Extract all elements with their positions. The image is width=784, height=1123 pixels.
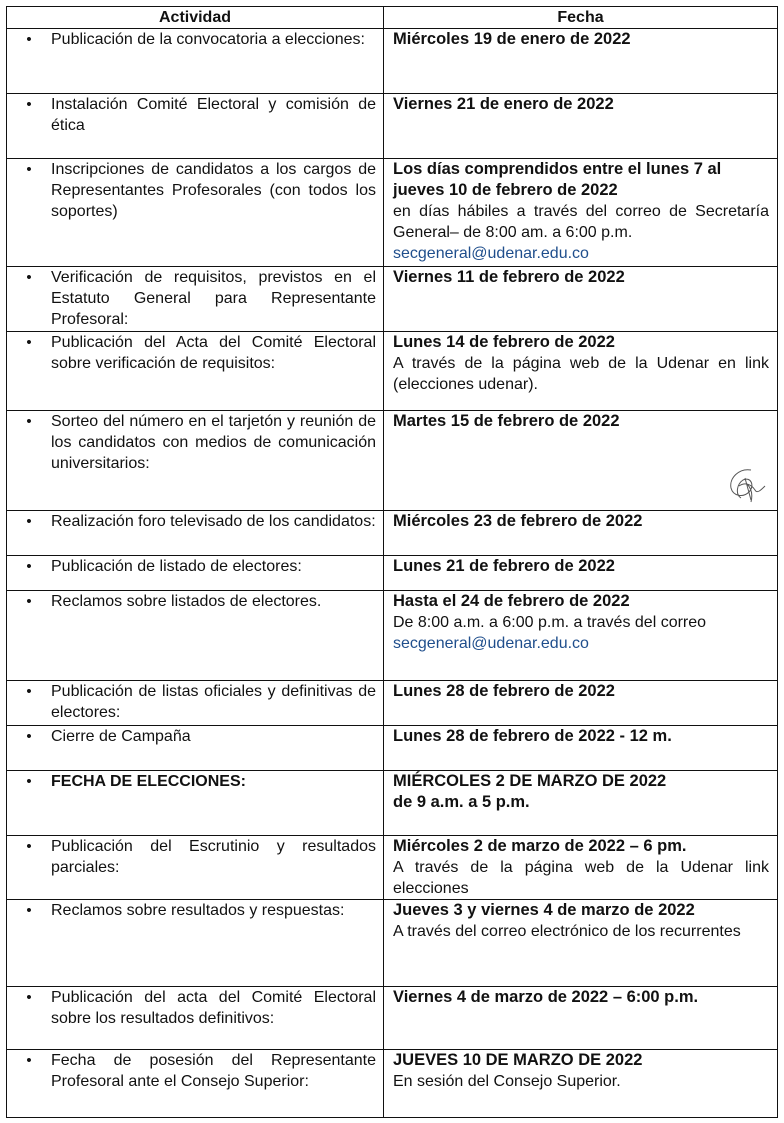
bullet-icon: • <box>26 96 32 113</box>
activity-cell <box>7 591 384 681</box>
table-row <box>7 771 778 836</box>
bullet-icon: • <box>26 513 32 530</box>
date-text: Miércoles 23 de febrero de 2022 <box>393 512 643 530</box>
bullet-icon: • <box>26 902 32 919</box>
date-text: Miércoles 2 de marzo de 2022 – 6 pm. <box>393 837 687 855</box>
table-row <box>7 511 778 556</box>
date-cell <box>384 681 778 726</box>
date-text: Martes 15 de febrero de 2022 <box>393 412 620 430</box>
bullet-icon: • <box>26 558 32 575</box>
activity-text: Reclamos sobre resultados y respuestas: <box>51 902 345 919</box>
activity-cell <box>7 411 384 511</box>
bullet-icon: • <box>26 838 32 855</box>
table-row <box>7 1050 778 1118</box>
date-cell <box>384 556 778 591</box>
table-row <box>7 836 778 900</box>
date-cell <box>384 1050 778 1118</box>
date-cell <box>384 332 778 411</box>
activity-cell <box>7 836 384 900</box>
date-text: Viernes 11 de febrero de 2022 <box>393 268 625 286</box>
activity-text: Publicación del acta del Comité Electoral sobre los resultados definitivos: <box>51 989 376 1027</box>
date-cell <box>384 267 778 332</box>
table-row <box>7 591 778 681</box>
table-row <box>7 900 778 987</box>
activity-cell <box>7 94 384 159</box>
signature-icon <box>721 464 767 504</box>
activity-cell <box>7 29 384 94</box>
activity-cell <box>7 726 384 771</box>
table-row <box>7 556 778 591</box>
activity-text: Sorteo del número en el tarjetón y reunión de los candidatos con medios de comunicación universitarios: <box>51 413 376 472</box>
header-activity: Actividad <box>7 7 384 29</box>
date-time-range: de 9 a.m. a 5 p.m. <box>393 793 530 811</box>
activity-cell <box>7 1050 384 1118</box>
bullet-icon: • <box>26 161 32 178</box>
table-row <box>7 987 778 1050</box>
activity-cell <box>7 681 384 726</box>
table-row <box>7 726 778 771</box>
activity-text: Publicación de la convocatoria a elecciones: <box>51 31 365 48</box>
date-cell <box>384 94 778 159</box>
table-row <box>7 332 778 411</box>
date-text: Viernes 4 de marzo de 2022 – 6:00 p.m. <box>393 988 699 1006</box>
date-cell <box>384 726 778 771</box>
date-cell <box>384 987 778 1050</box>
activity-text: Publicación del Acta del Comité Electoral sobre verificación de requisitos: <box>51 334 376 372</box>
activity-cell <box>7 159 384 267</box>
table-row <box>7 681 778 726</box>
activity-cell <box>7 900 384 987</box>
date-cell <box>384 591 778 681</box>
activity-text: Realización foro televisado de los candidatos: <box>51 513 376 530</box>
activity-cell <box>7 987 384 1050</box>
date-cell <box>384 836 778 900</box>
activity-text: Publicación de listado de electores: <box>51 558 302 575</box>
date-cell <box>384 159 778 267</box>
activity-text: Publicación del Escrutinio y resultados parciales: <box>51 838 376 876</box>
bullet-icon: • <box>26 683 32 700</box>
activity-text: Fecha de posesión del Representante Profesoral ante el Consejo Superior: <box>51 1052 376 1090</box>
activity-cell <box>7 556 384 591</box>
bullet-icon: • <box>26 773 32 790</box>
activity-cell <box>7 332 384 411</box>
activity-text: Inscripciones de candidatos a los cargos de Representantes Profesorales (con todos los soportes) <box>51 161 376 220</box>
activity-cell <box>7 511 384 556</box>
date-text: Miércoles 19 de enero de 2022 <box>393 30 631 48</box>
bullet-icon: • <box>26 269 32 286</box>
election-schedule-table <box>6 6 778 1118</box>
email-link[interactable]: secgeneral@udenar.edu.co <box>393 635 589 652</box>
date-cell <box>384 900 778 987</box>
date-cell <box>384 771 778 836</box>
table-row <box>7 159 778 267</box>
activity-text: Reclamos sobre listados de electores. <box>51 593 322 610</box>
date-text: Lunes 28 de febrero de 2022 - 12 m. <box>393 727 672 745</box>
date-cell <box>384 511 778 556</box>
email-link[interactable]: secgeneral@udenar.edu.co <box>393 245 589 262</box>
date-text: Lunes 28 de febrero de 2022 <box>393 682 615 700</box>
activity-cell <box>7 771 384 836</box>
date-text: Los días comprendidos entre el lunes 7 al jueves 10 de febrero de 2022 <box>393 160 722 199</box>
activity-text: Instalación Comité Electoral y comisión de ética <box>51 96 376 134</box>
activity-text: Verificación de requisitos, previstos en el Estatuto General para Representante Profesoral: <box>51 269 376 328</box>
date-note: De 8:00 a.m. a 6:00 p.m. a través del correo <box>393 614 707 631</box>
table-row <box>7 94 778 159</box>
bullet-icon: • <box>26 989 32 1006</box>
date-text: JUEVES 10 DE MARZO DE 2022 <box>393 1051 643 1069</box>
activity-text: Cierre de Campaña <box>51 728 191 745</box>
date-text: MIÉRCOLES 2 DE MARZO DE 2022 <box>393 772 667 790</box>
header-date: Fecha <box>384 7 778 29</box>
bullet-icon: • <box>26 334 32 351</box>
bullet-icon: • <box>26 728 32 745</box>
date-cell <box>384 411 778 511</box>
date-text: Jueves 3 y viernes 4 de marzo de 2022 <box>393 901 695 919</box>
table-row <box>7 411 778 511</box>
bullet-icon: • <box>26 413 32 430</box>
date-note: A través de la página web de la Udenar link elecciones <box>393 859 769 897</box>
date-note: A través de la página web de la Udenar en link (elecciones udenar). <box>393 355 769 393</box>
date-cell <box>384 29 778 94</box>
date-text: Viernes 21 de enero de 2022 <box>393 95 614 113</box>
table-header-row <box>7 7 778 29</box>
date-text: Hasta el 24 de febrero de 2022 <box>393 592 630 610</box>
date-note: en días hábiles a través del correo de Secretaría General– de 8:00 am. a 6:00 p.m. <box>393 203 769 241</box>
table-row <box>7 29 778 94</box>
activity-text: FECHA DE ELECCIONES: <box>51 773 246 790</box>
bullet-icon: • <box>26 31 32 48</box>
date-text: Lunes 21 de febrero de 2022 <box>393 557 615 575</box>
date-note: En sesión del Consejo Superior. <box>393 1073 621 1090</box>
table-row <box>7 267 778 332</box>
activity-text: Publicación de listas oficiales y definitivas de electores: <box>51 683 376 721</box>
activity-cell <box>7 267 384 332</box>
date-text: Lunes 14 de febrero de 2022 <box>393 333 615 351</box>
bullet-icon: • <box>26 1052 32 1069</box>
bullet-icon: • <box>26 593 32 610</box>
date-note: A través del correo electrónico de los recurrentes <box>393 923 741 940</box>
